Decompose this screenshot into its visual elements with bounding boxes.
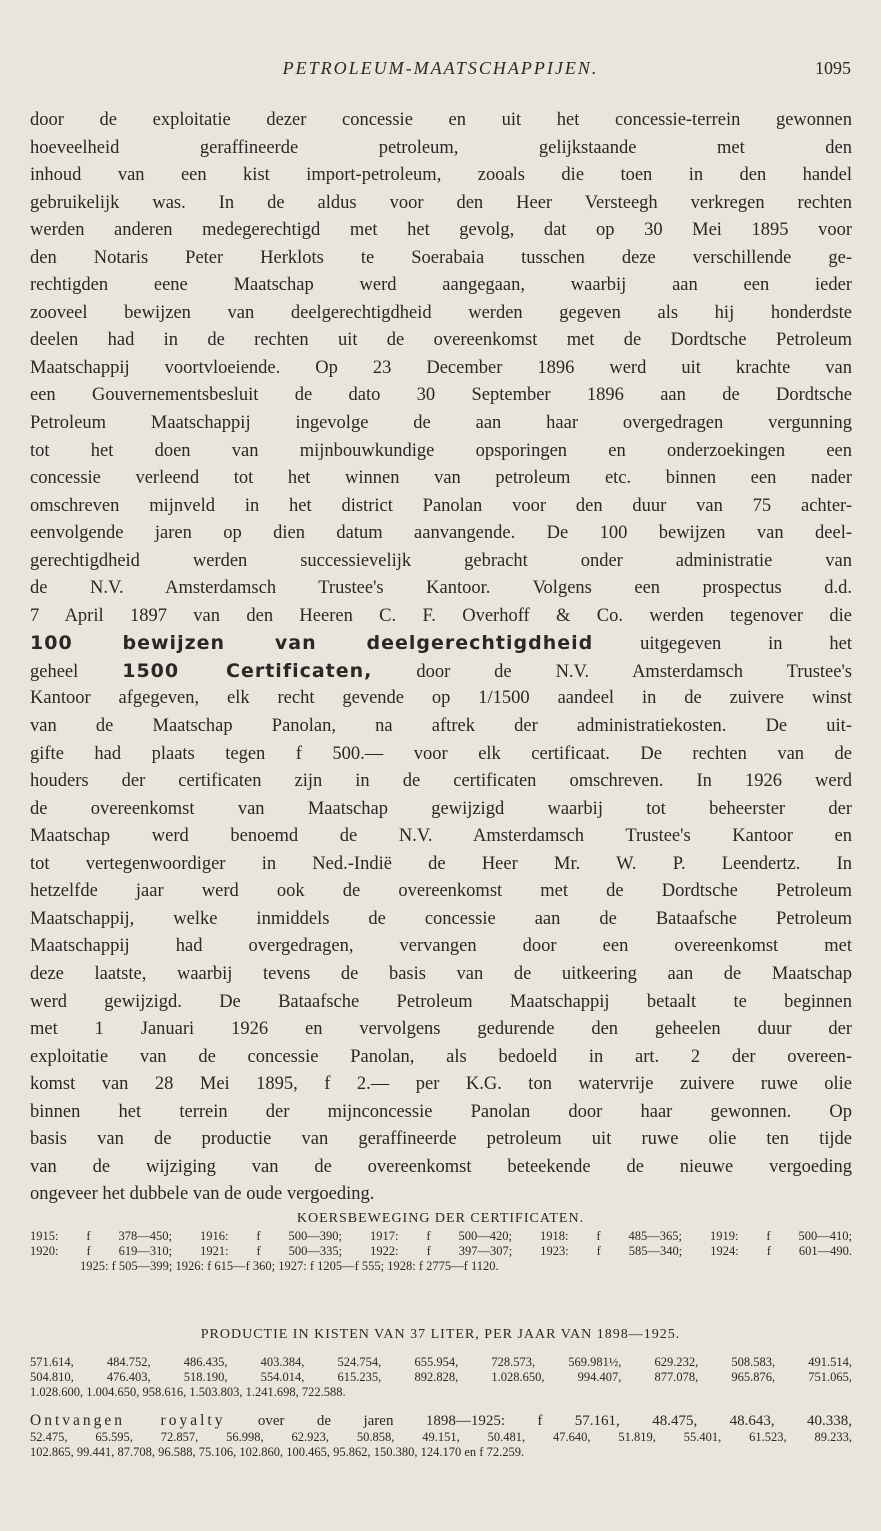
text-line: komst van 28 Mei 1895, f 2.— per K.G. ton watervrije zuivere ruwe olie <box>30 1074 852 1095</box>
text-line: omschreven mijnveld in het district Panolan voor den duur van 75 achter- <box>30 495 852 516</box>
text-line: Maatschap werd benoemd de N.V. Amsterdamsch Trustee's Kantoor en <box>30 826 852 847</box>
koers-block <box>30 1229 852 1274</box>
text-line: hetzelfde jaar werd ook de overeenkomst met de Dordtsche Petroleum <box>30 881 852 902</box>
text-line: Maatschappij voortvloeiende. Op 23 December 1896 werd uit krachte van <box>30 357 852 378</box>
text-line: eenvolgende jaren op dien datum aanvangende. De 100 bewijzen van deel- <box>30 523 852 544</box>
running-title: PETROLEUM-MAATSCHAPPIJEN. <box>282 58 599 78</box>
text-line: werd gewijzigd. De Bataafsche Petroleum Maatschappij betaalt te beginnen <box>30 991 852 1012</box>
text-line: een Gouvernementsbesluit de dato 30 September 1896 aan de Dordtsche <box>30 385 852 406</box>
productie-line: 504.810, 476.403, 518.190, 554.014, 615.235, 892.828, 1.028.650, 994.407, 877.078, 965.876, 751.065, <box>30 1370 852 1384</box>
koers-line: 1920: f 619—310; 1921: f 500—335; 1922: f 397—307; 1923: f 585—340; 1924: f 601—490. <box>30 1244 852 1258</box>
page-number: 1095 <box>815 58 851 78</box>
bold-phrase: 100 bewijzen van deelgerechtigdheid <box>30 632 594 655</box>
text-fragment: door de N.V. Amsterdamsch Trustee's <box>372 661 853 682</box>
page-header <box>0 58 881 88</box>
royalty-line: 102.865, 99.441, 87.708, 96.588, 75.106, 102.860, 100.465, 95.862, 150.380, 124.170 en f 72.259. <box>30 1445 525 1459</box>
text-line: deze laatste, waarbij tevens de basis van de uitkeering aan de Maatschap <box>30 963 852 984</box>
text-line: binnen het terrein der mijnconcessie Panolan door haar gewonnen. Op <box>30 1101 852 1122</box>
text-line: van de Maatschap Panolan, na aftrek der administratiekosten. De uit- <box>30 716 852 737</box>
text-line: door de exploitatie dezer concessie en uit het concessie-terrein gewonnen <box>30 110 852 130</box>
text-line: concessie verleend tot het winnen van petroleum etc. binnen een nader <box>30 468 852 489</box>
bold-text-line <box>30 630 852 658</box>
text-line: werden anderen medegerechtigd met het gevolg, dat op 30 Mei 1895 voor <box>30 220 852 241</box>
royalty-text: over de jaren 1898—1925: f 57.161, 48.475, 48.643, 40.338, <box>225 1413 853 1429</box>
royalty-heading: Ontvangen royalty <box>30 1412 226 1429</box>
text-line: deelen had in de rechten uit de overeenkomst met de Dordtsche Petroleum <box>30 330 852 351</box>
text-line: Petroleum Maatschappij ingevolge de aan haar overgedragen vergunning <box>30 413 852 434</box>
royalty-line: 52.475, 65.595, 72.857, 56.998, 62.923, 50.858, 49.151, 50.481, 47.640, 51.819, 55.401, 61.523, 89.233, <box>30 1430 852 1444</box>
text-line: inhoud van een kist import-petroleum, zooals die toen in den handel <box>30 165 852 186</box>
koers-section-title: KOERSBEWEGING DER CERTIFICATEN. <box>296 1211 585 1226</box>
text-line: houders der certificaten zijn in de certificaten omschreven. In 1926 werd <box>30 771 852 792</box>
text-line: tot vertegenwoordiger in Ned.-Indië de Heer Mr. W. P. Leendertz. In <box>30 853 852 874</box>
text-line: 7 April 1897 van den Heeren C. F. Overhoff & Co. werden tegenover die <box>30 605 852 626</box>
text-line: ongeveer het dubbele van de oude vergoeding. <box>30 1184 375 1205</box>
productie-line: 1.028.600, 1.004.650, 958.616, 1.503.803, 1.241.698, 722.588. <box>30 1385 346 1399</box>
royalty-block <box>30 1412 852 1460</box>
koers-line: 1915: f 378—450; 1916: f 500—390; 1917: f 500—420; 1918: f 485—365; 1919: f 500—410; <box>30 1229 852 1243</box>
royalty-line <box>30 1412 852 1430</box>
productie-block <box>30 1355 852 1400</box>
productie-section-title: PRODUCTIE IN KISTEN VAN 37 LITER, PER JAAR VAN 1898—1925. <box>200 1327 681 1342</box>
text-line: de overeenkomst van Maatschap gewijzigd waarbij tot beheerster der <box>30 798 852 819</box>
text-line: zooveel bewijzen van deelgerechtigdheid werden gegeven als hij honderdste <box>30 302 852 323</box>
text-line: gerechtigdheid werden successievelijk gebracht onder administratie van <box>30 550 852 571</box>
text-fragment: geheel <box>30 661 123 682</box>
text-line: gebruikelijk was. In de aldus voor den Heer Versteegh verkregen rechten <box>30 192 852 213</box>
text-line: de N.V. Amsterdamsch Trustee's Kantoor. Volgens een prospectus d.d. <box>30 578 852 599</box>
text-line: rechtigden eene Maatschap werd aangegaan, waarbij aan een ieder <box>30 275 852 296</box>
text-line: tot het doen van mijnbouwkundige opsporingen en onderzoekingen een <box>30 440 852 461</box>
text-line: hoeveelheid geraffineerde petroleum, gelijkstaande met den <box>30 137 852 158</box>
text-line: met 1 Januari 1926 en vervolgens gedurende den geheelen duur der <box>30 1019 852 1040</box>
text-line: Maatschappij, welke inmiddels de concessie aan de Bataafsche Petroleum <box>30 908 852 929</box>
text-line: exploitatie van de concessie Panolan, als bedoeld in art. 2 der overeen- <box>30 1046 852 1067</box>
text-line: van de wijziging van de overeenkomst beteekende de nieuwe vergoeding <box>30 1156 852 1177</box>
text-line: den Notaris Peter Herklots te Soerabaia tusschen deze verschillende ge- <box>30 247 852 268</box>
text-line: basis van de productie van geraffineerde petroleum uit ruwe olie ten tijde <box>30 1129 852 1150</box>
text-line: Kantoor afgegeven, elk recht gevende op 1/1500 aandeel in de zuivere winst <box>30 688 852 709</box>
bold-text-line <box>30 658 852 686</box>
koers-line: 1925: f 505—399; 1926: f 615—f 360; 1927: f 1205—f 555; 1928: f 2775—f 1120. <box>80 1259 499 1273</box>
text-line: gifte had plaats tegen f 500.— voor elk certificaat. De rechten van de <box>30 743 852 764</box>
text-fragment: uitgegeven in het <box>593 634 853 655</box>
text-line: Maatschappij had overgedragen, vervangen door een overeenkomst met <box>30 936 852 957</box>
bold-phrase: 1500 Certificaten, <box>122 659 373 682</box>
body-text <box>30 107 852 1209</box>
productie-line: 571.614, 484.752, 486.435, 403.384, 524.754, 655.954, 728.573, 569.981½, 629.232, 508.583, 491.514, <box>30 1355 852 1369</box>
